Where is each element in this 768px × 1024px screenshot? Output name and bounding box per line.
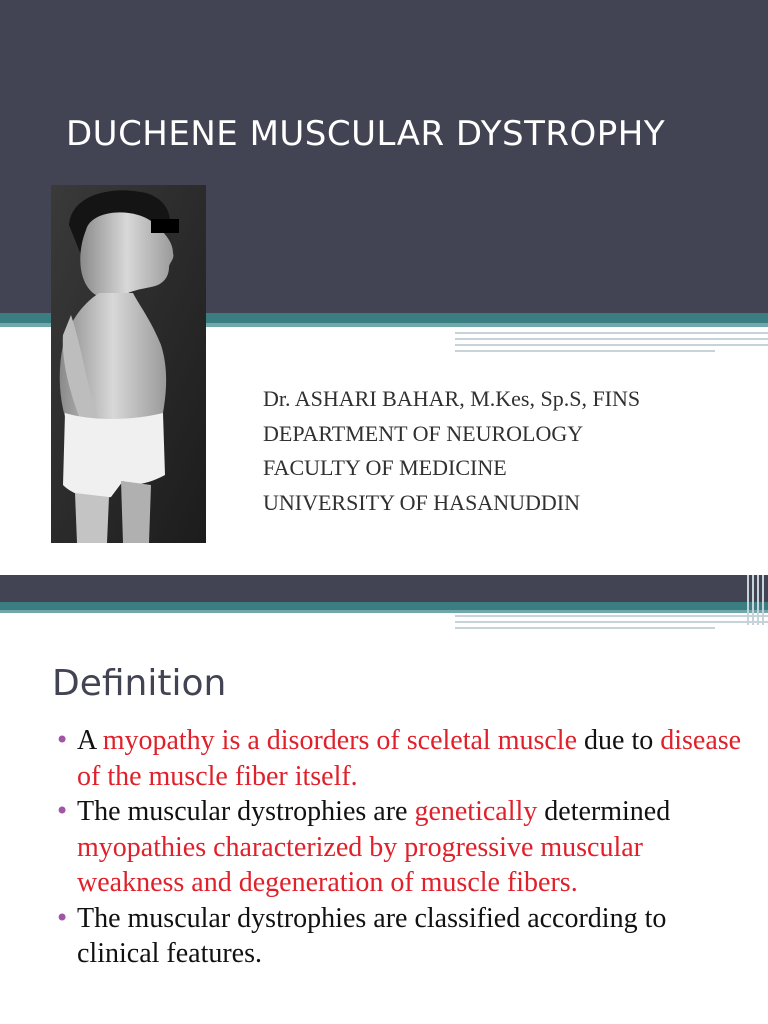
bullet-dot: • <box>55 726 70 754</box>
emphasis-text: myopathies characterized by progressive muscular weakness and degeneration of muscle fibers. <box>77 831 644 898</box>
bullet-text: due to <box>577 725 661 756</box>
bullet-item <box>55 901 745 972</box>
definition-heading: Definition <box>52 663 227 704</box>
teal-thin-band <box>0 610 768 613</box>
decorative-line <box>455 621 768 623</box>
definition-bullet-list <box>55 723 745 972</box>
decorative-ticks <box>745 575 768 625</box>
bullet-text: determined <box>537 796 671 827</box>
author-department: DEPARTMENT OF NEUROLOGY <box>263 420 584 446</box>
boy-profile-image <box>51 185 206 543</box>
bullet-item <box>55 794 745 901</box>
decorative-line <box>455 344 768 346</box>
emphasis-text: myopathy is a disorders of sceletal muscle <box>102 725 578 756</box>
author-faculty: FACULTY OF MEDICINE <box>263 455 507 480</box>
definition-slide <box>0 575 768 1024</box>
decorative-line <box>455 350 715 352</box>
author-block <box>263 382 743 520</box>
emphasis-text: genetically <box>414 796 538 827</box>
patient-photo <box>51 185 206 543</box>
decorative-line <box>455 338 768 340</box>
definition-header-band <box>0 575 768 602</box>
decorative-line <box>455 627 715 629</box>
decorative-line <box>455 332 768 334</box>
bullet-item <box>55 723 745 794</box>
bullet-text: A <box>77 725 103 756</box>
emphasis-text: disease of the muscle fiber itself. <box>77 725 742 792</box>
teal-accent-band <box>0 602 768 610</box>
bullet-text: The muscular dystrophies are <box>77 796 415 827</box>
bullet-dot: • <box>55 797 70 825</box>
decorative-line <box>455 615 768 617</box>
slide-title: DUCHENE MUSCULAR DYSTROPHY <box>66 114 666 154</box>
author-university: UNIVERSITY OF HASANUDDIN <box>263 489 580 515</box>
bullet-dot: • <box>55 903 70 932</box>
bullet-text: The muscular dystrophies are classified according to clinical features. <box>77 902 667 969</box>
author-name: Dr. ASHARI BAHAR, M.Kes, Sp.S, FINS <box>263 386 641 411</box>
